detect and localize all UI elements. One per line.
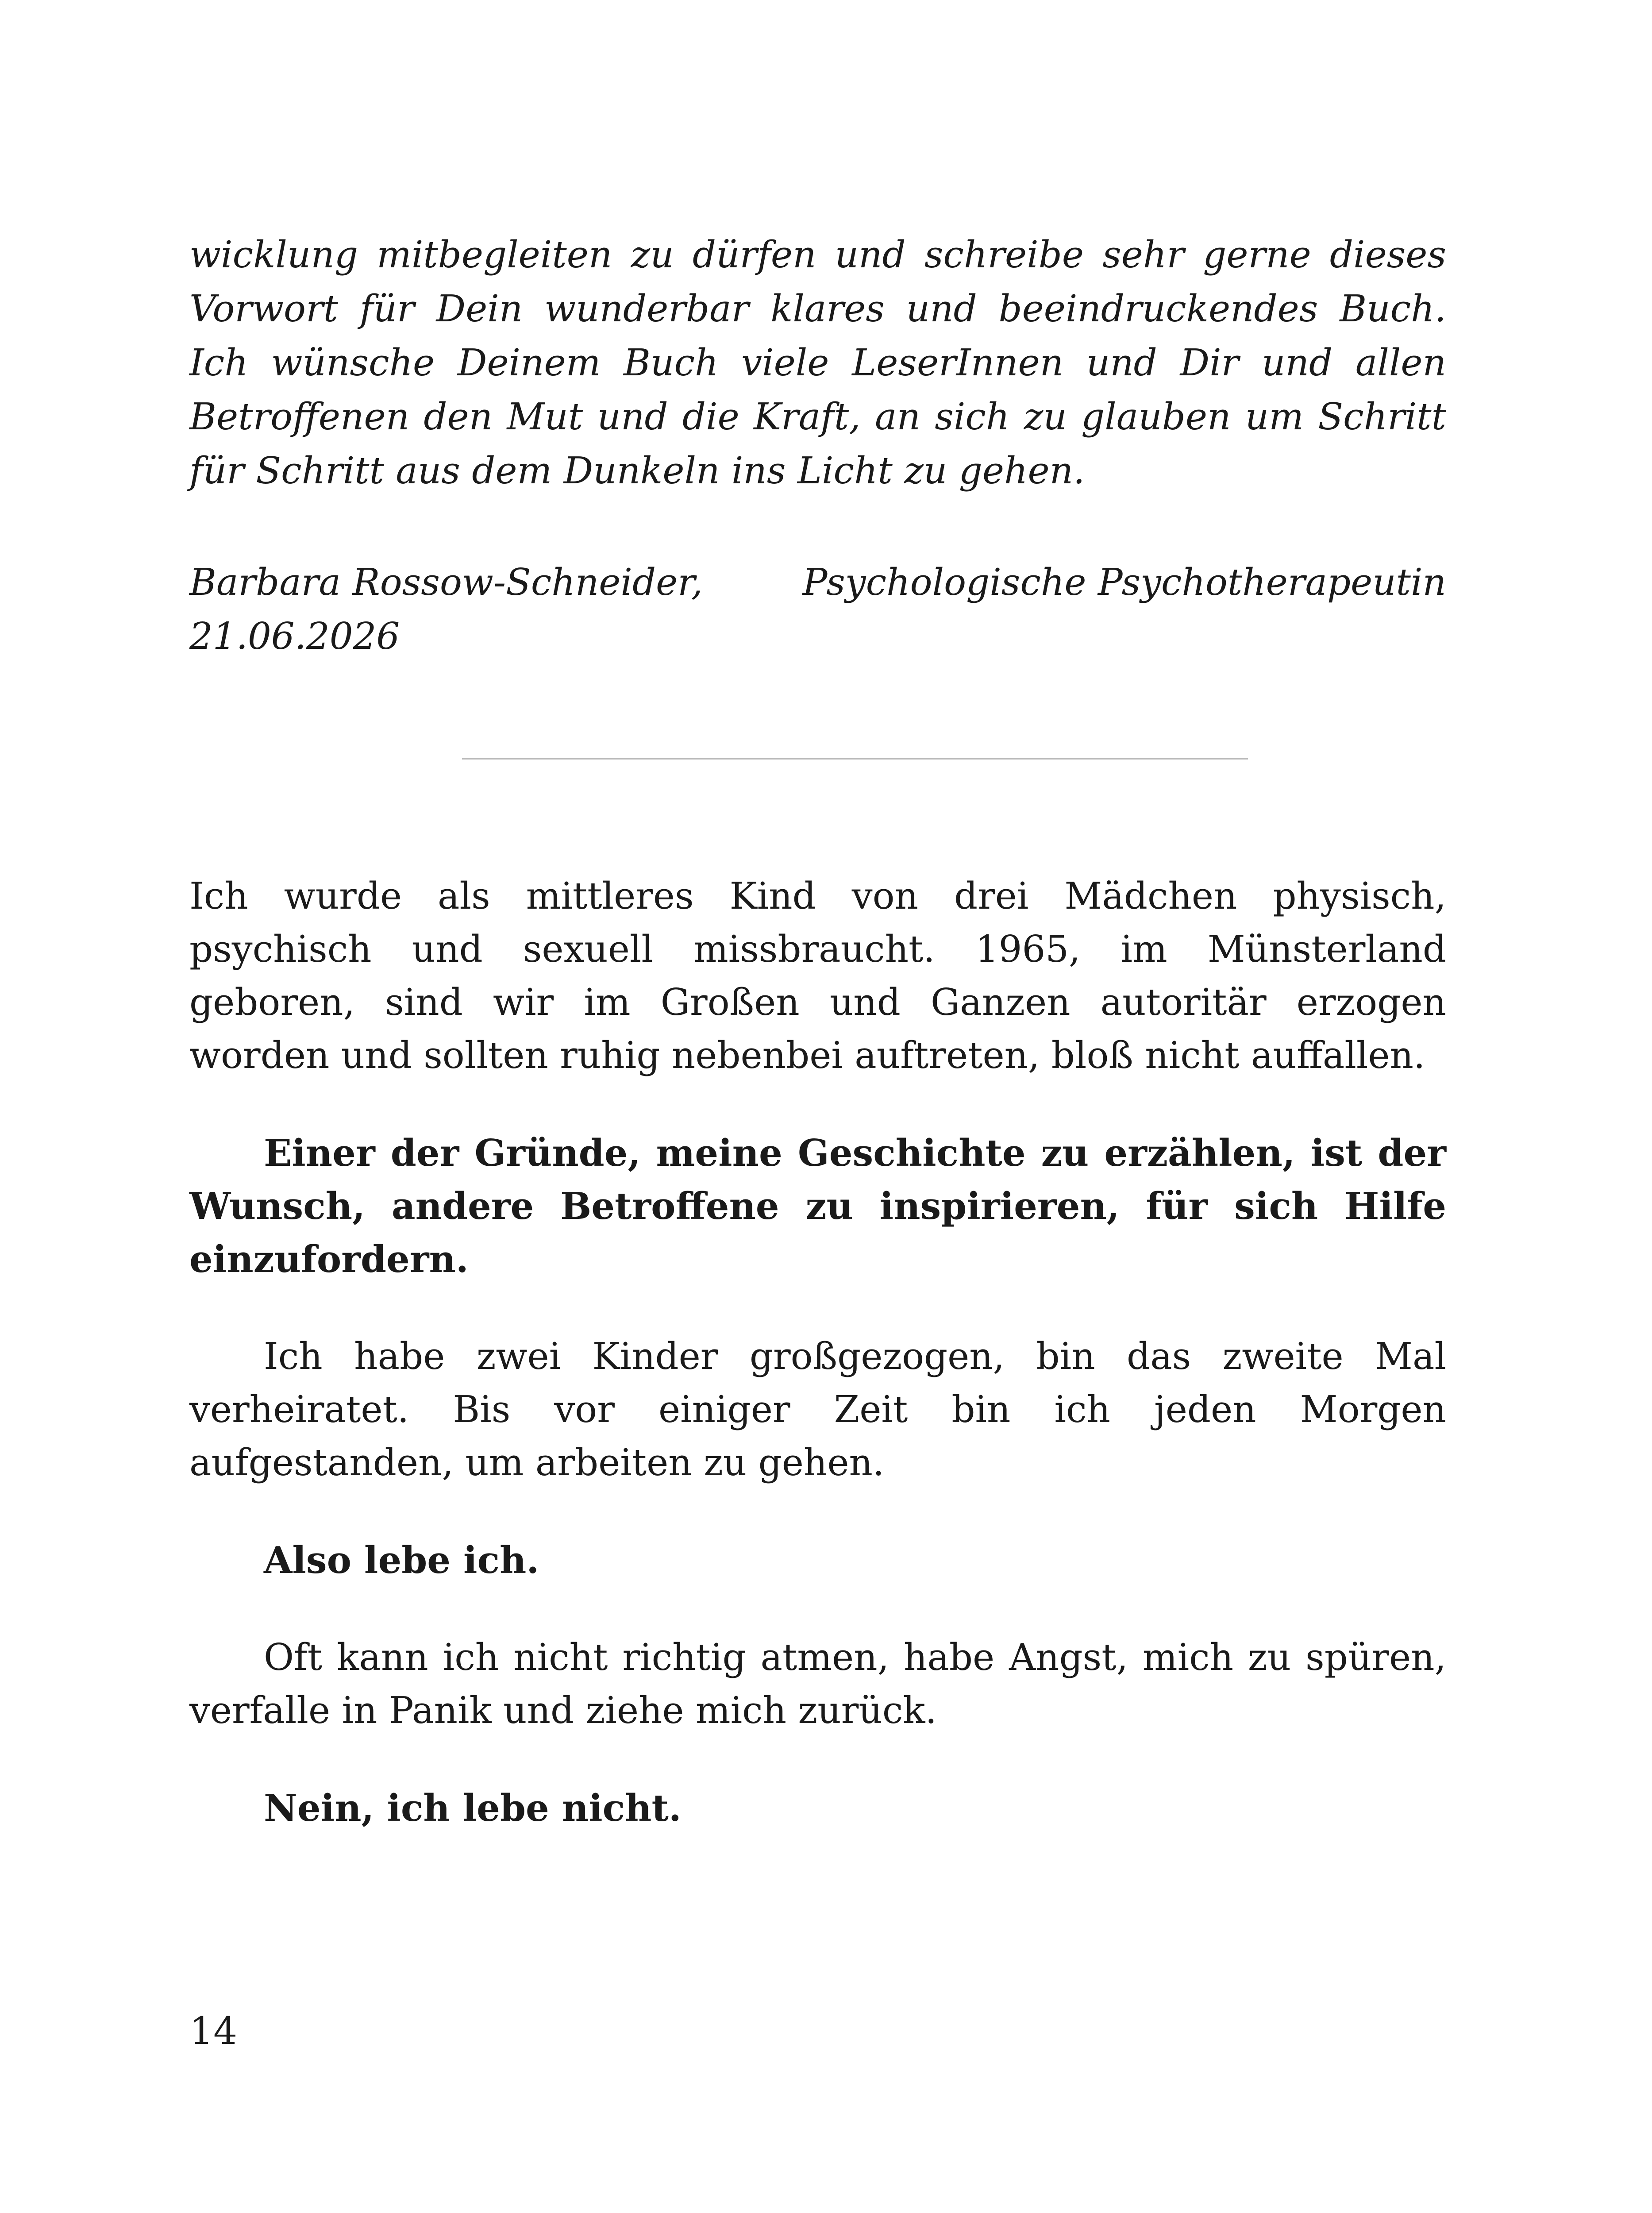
signature-name: Barbara Rossow-Schneider, xyxy=(189,561,703,604)
signature-date: 21.06.2026 xyxy=(189,615,400,658)
body-paragraph-2-bold: Einer der Gründe, meine Geschichte zu erzählen, ist der Wunsch, andere Betroffene zu inspirieren, für sich Hilfe einzufordern. xyxy=(189,1131,1446,1281)
foreword-section xyxy=(189,228,1446,498)
body-paragraph-4-bold: Also lebe ich. xyxy=(264,1538,539,1582)
body-paragraph-3: Ich habe zwei Kinder großgezogen, bin das zweite Mal verheiratet. Bis vor einiger Zeit bin ich jeden Morgen aufgestanden, um arbeiten zu gehen. xyxy=(189,1335,1446,1484)
main-text xyxy=(189,870,1446,1835)
foreword-paragraph: wicklung mitbegleiten zu dürfen und schreibe sehr gerne dieses Vorwort für Dein wunderbar klares und beeindruckendes Buch. Ich wünsche Deinem Buch viele LeserInnen und Dir und allen Betroffenen den Mut und die Kraft, an sich zu glauben um Schritt für Schritt aus dem Dunkeln ins Licht zu gehen. xyxy=(189,233,1446,492)
body-paragraph-1: Ich wurde als mittleres Kind von drei Mädchen physisch, psychisch und sexuell missbraucht. 1965, im Münsterland geboren, sind wir im Großen und Ganzen autoritär erzogen worden und sollten ruhig nebenbei auftreten, bloß nicht auffallen. xyxy=(189,875,1446,1077)
signature-line xyxy=(189,555,1446,609)
body-paragraph-5: Oft kann ich nicht richtig atmen, habe Angst, mich zu spüren, verfalle in Panik und ziehe mich zurück. xyxy=(189,1636,1446,1732)
foreword-signature xyxy=(189,555,1446,663)
page-number: 14 xyxy=(189,2009,238,2053)
signature-role: Psychologische Psychotherapeutin xyxy=(802,561,1446,604)
book-page xyxy=(189,0,1446,2213)
section-separator xyxy=(462,758,1248,760)
body-paragraph-6-bold: Nein, ich lebe nicht. xyxy=(264,1786,682,1830)
